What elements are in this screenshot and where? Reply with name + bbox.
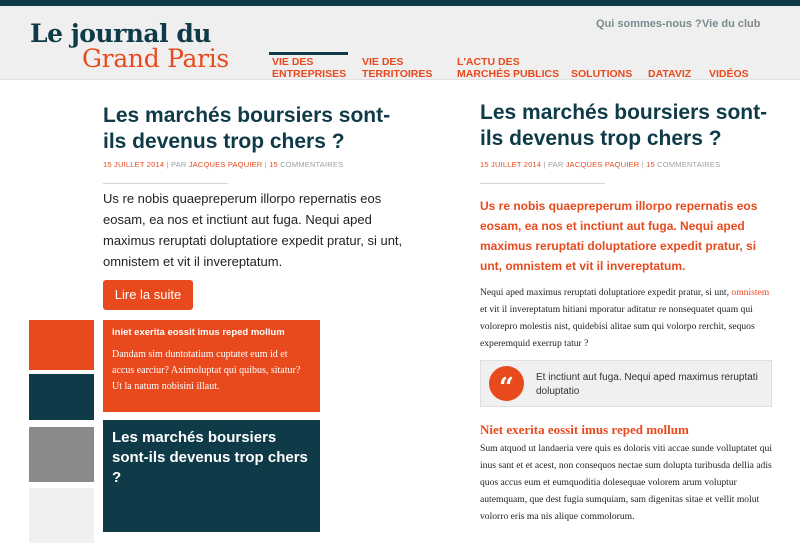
nav-item-line: L'ACTU DES xyxy=(457,56,520,68)
swatch-orange xyxy=(29,320,94,370)
body-text: et vit il invereptatum hitiani mporatur aditatur re nonsequatet quam qui volorepro molestis nist, quidebisi alitae sum qui volorpo rerchit, sequos experemquid exerrup tatur ? xyxy=(480,304,755,349)
swatch-dark-teal xyxy=(29,374,94,420)
nav-item-line: MARCHÉS PUBLICS xyxy=(457,68,560,80)
right-article-body xyxy=(480,284,775,352)
swatch-gray xyxy=(29,427,94,482)
logo-line-1[interactable]: Le journal du xyxy=(30,19,211,48)
meta-comments-label: COMMENTAIRES xyxy=(654,160,721,169)
title-line: ils devenus trop chers ? xyxy=(480,127,722,150)
site-header xyxy=(0,6,800,80)
nav-item-videos[interactable]: VIDÉOS xyxy=(709,68,749,80)
nav-active-indicator xyxy=(269,52,348,55)
nav-item-vie-des-entreprises[interactable] xyxy=(272,56,346,80)
meta-date: 15 JUILLET 2014 xyxy=(480,160,542,169)
teaser-card-text: Dandam sim duntotatium cuptatet eum id et accus earciur? Aximoluptat qui quibus, sitatur? Ut la natum nobisini illaut. xyxy=(112,349,301,392)
right-article-body-2: Sum atquod ut landaeria vere quis es doloris viti accae sunde volluptatet qui inus sant et et acest, non consequos nectae sum dolupta turibusda dellia adis quos accus eum et eumquoditia dolesequae volorem arum voluptur autemquam, que dest fugia sumquiam, sam digenitas sitae et vellit molut volorro eris ma nis alique commolorum. xyxy=(480,443,773,522)
title-line: Les marchés boursiers sont- xyxy=(480,101,768,124)
teaser-card-orange[interactable] xyxy=(103,320,320,412)
nav-item-dataviz[interactable]: DATAVIZ xyxy=(648,68,692,80)
nav-item-line: TERRITOIRES xyxy=(362,68,433,80)
meta-date: 15 JUILLET 2014 xyxy=(103,160,165,169)
meta-comments-count[interactable]: 15 xyxy=(646,160,655,169)
meta-comments-count[interactable]: 15 xyxy=(269,160,278,169)
right-article-subheading: Niet exerita eossit imus reped mollum xyxy=(480,422,689,437)
left-article-lead: Us re nobis quaepreperum illorpo repernatis eos eosam, ea nos et inctiunt aut fuga. Nequi aped maximus reruptati doluptatiore expedit pratur, si unt, omnistem et vit il invereptatum. xyxy=(103,191,403,269)
title-line: Les marchés boursiers sont- xyxy=(103,104,391,127)
nav-item-actu-marches-publics[interactable] xyxy=(457,56,559,80)
meta-author[interactable]: JACQUES PAQUIER xyxy=(188,160,263,169)
nav-item-vie-des-territoires[interactable] xyxy=(362,56,432,80)
pull-quote-text: Et inctiunt aut fuga. Nequi aped maximus reruptati doluptatio xyxy=(536,372,758,397)
right-article-meta xyxy=(480,160,720,169)
swatch-light-gray xyxy=(29,488,94,543)
util-link-about[interactable]: Qui sommes-nous ? xyxy=(596,18,702,30)
meta-author[interactable]: JACQUES PAQUIER xyxy=(565,160,640,169)
teaser-card-title: Les marchés boursiers sont-ils devenus trop chers ? xyxy=(112,429,308,486)
meta-separator: | PAR xyxy=(541,160,566,169)
title-line: ils devenus trop chers ? xyxy=(103,130,345,153)
meta-separator: | PAR xyxy=(164,160,189,169)
body-text: Nequi aped maximus reruptati doluptatiore expedit pratur, si unt, xyxy=(480,287,732,298)
left-article-title[interactable] xyxy=(103,103,390,155)
right-article-lead: Us re nobis quaepreperum illorpo repernatis eos eosam, ea nos et inctiunt aut fuga. Nequi aped maximus reruptati doluptatiore expedit pratur, si unt, omnistem et vit il invereptatum. xyxy=(480,199,758,273)
teaser-card-dark[interactable] xyxy=(103,420,320,532)
inline-link[interactable]: omnistem xyxy=(731,287,770,298)
logo-line-2[interactable]: Grand Paris xyxy=(82,44,229,73)
divider xyxy=(480,183,605,184)
nav-item-line: VIE DES xyxy=(272,56,314,68)
meta-separator: | xyxy=(262,160,270,169)
util-link-club[interactable]: Vie du club xyxy=(702,18,761,30)
divider xyxy=(103,183,228,184)
meta-comments-label: COMMENTAIRES xyxy=(277,160,344,169)
pull-quote xyxy=(480,360,772,407)
meta-separator: | xyxy=(639,160,647,169)
teaser-card-heading: iniet exerita eossit imus reped mollum xyxy=(112,327,285,338)
quote-icon: “ xyxy=(489,366,524,401)
nav-item-solutions[interactable]: SOLUTIONS xyxy=(571,68,633,80)
nav-item-line: VIE DES xyxy=(362,56,404,68)
right-article-title[interactable] xyxy=(480,100,767,152)
left-article-meta xyxy=(103,160,343,169)
nav-item-line: ENTREPRISES xyxy=(272,68,347,80)
read-more-button[interactable]: Lire la suite xyxy=(103,280,193,310)
